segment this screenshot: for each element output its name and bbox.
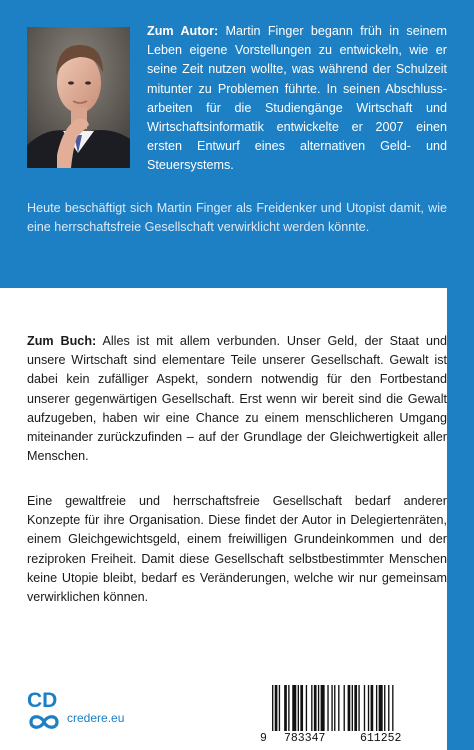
barcode-digits bbox=[258, 732, 447, 746]
barcode-digits-left: 783347 bbox=[284, 732, 326, 745]
publisher-url[interactable]: credere.eu bbox=[67, 711, 125, 725]
author-portrait-image bbox=[27, 27, 130, 168]
barcode-digit-lead: 9 bbox=[260, 732, 267, 745]
isbn-barcode bbox=[258, 685, 447, 750]
author-bio-text: Martin Finger begann früh in seinem Leben eigene Vorstellungen zu entwickeln, wie er seine Zeit nutzen wollte, was während der Schulzeit mitunter zu Problemen führte. In seinen Abschluss-arbeiten für die Studiengänge Wirtschaft und Wirtschaftsinformatik entwickelte er 2007 einen ersten Entwurf eines alternativen Geld- und Steuersystems. bbox=[147, 24, 447, 173]
author-today: Heute beschäftigt sich Martin Finger als Freidenker und Utopist damit, wie eine herrschaftsfreie Gesellschaft verwirklicht werden könnte. bbox=[27, 201, 447, 235]
author-section bbox=[0, 0, 474, 288]
book-paragraph-1 bbox=[27, 332, 447, 466]
book-paragraph-1-text: Alles ist mit allem verbunden. Unser Geld, der Staat und unsere Wirtschaft sind elementare Teile unserer Gesellschaft. Gewalt ist dabei kein zufälliger Aspekt, sondern notwendig für den Fortbestand unserer gegenwärtigen Gesellschaft. Erst wenn wir bereit sind die Gewalt aufzugeben, haben wir eine Chance zu einem menschlicheren Umgang miteinander zurückzufinden – auf der Grundlage der Gleichwertigkeit aller Menschen. bbox=[27, 334, 447, 464]
barcode-icon bbox=[258, 685, 447, 733]
book-paragraph-2: Eine gewaltfreie und herrschaftsfreie Gesellschaft bedarf anderer Konzepte für ihre Organisation. Diese findet der Autor in Delegiertenräten, einem Gleichgewichtsgeld, einem freiwilligen Grundeinkommen und der reziproken Freiheit. Damit diese Gesellschaft selbstbestimmter Menschen keine Utopie bleibt, bedarf es Veränderungen, welche wir nur gemeinsam verwirklichen können. bbox=[27, 494, 447, 605]
author-bio bbox=[147, 22, 447, 176]
author-label: Zum Autor: bbox=[147, 24, 219, 38]
author-photo bbox=[27, 27, 130, 168]
book-label: Zum Buch: bbox=[27, 334, 97, 348]
barcode-digits-right: 611252 bbox=[360, 732, 402, 745]
book-panel bbox=[0, 288, 447, 750]
logo-letters: CD bbox=[27, 689, 58, 712]
